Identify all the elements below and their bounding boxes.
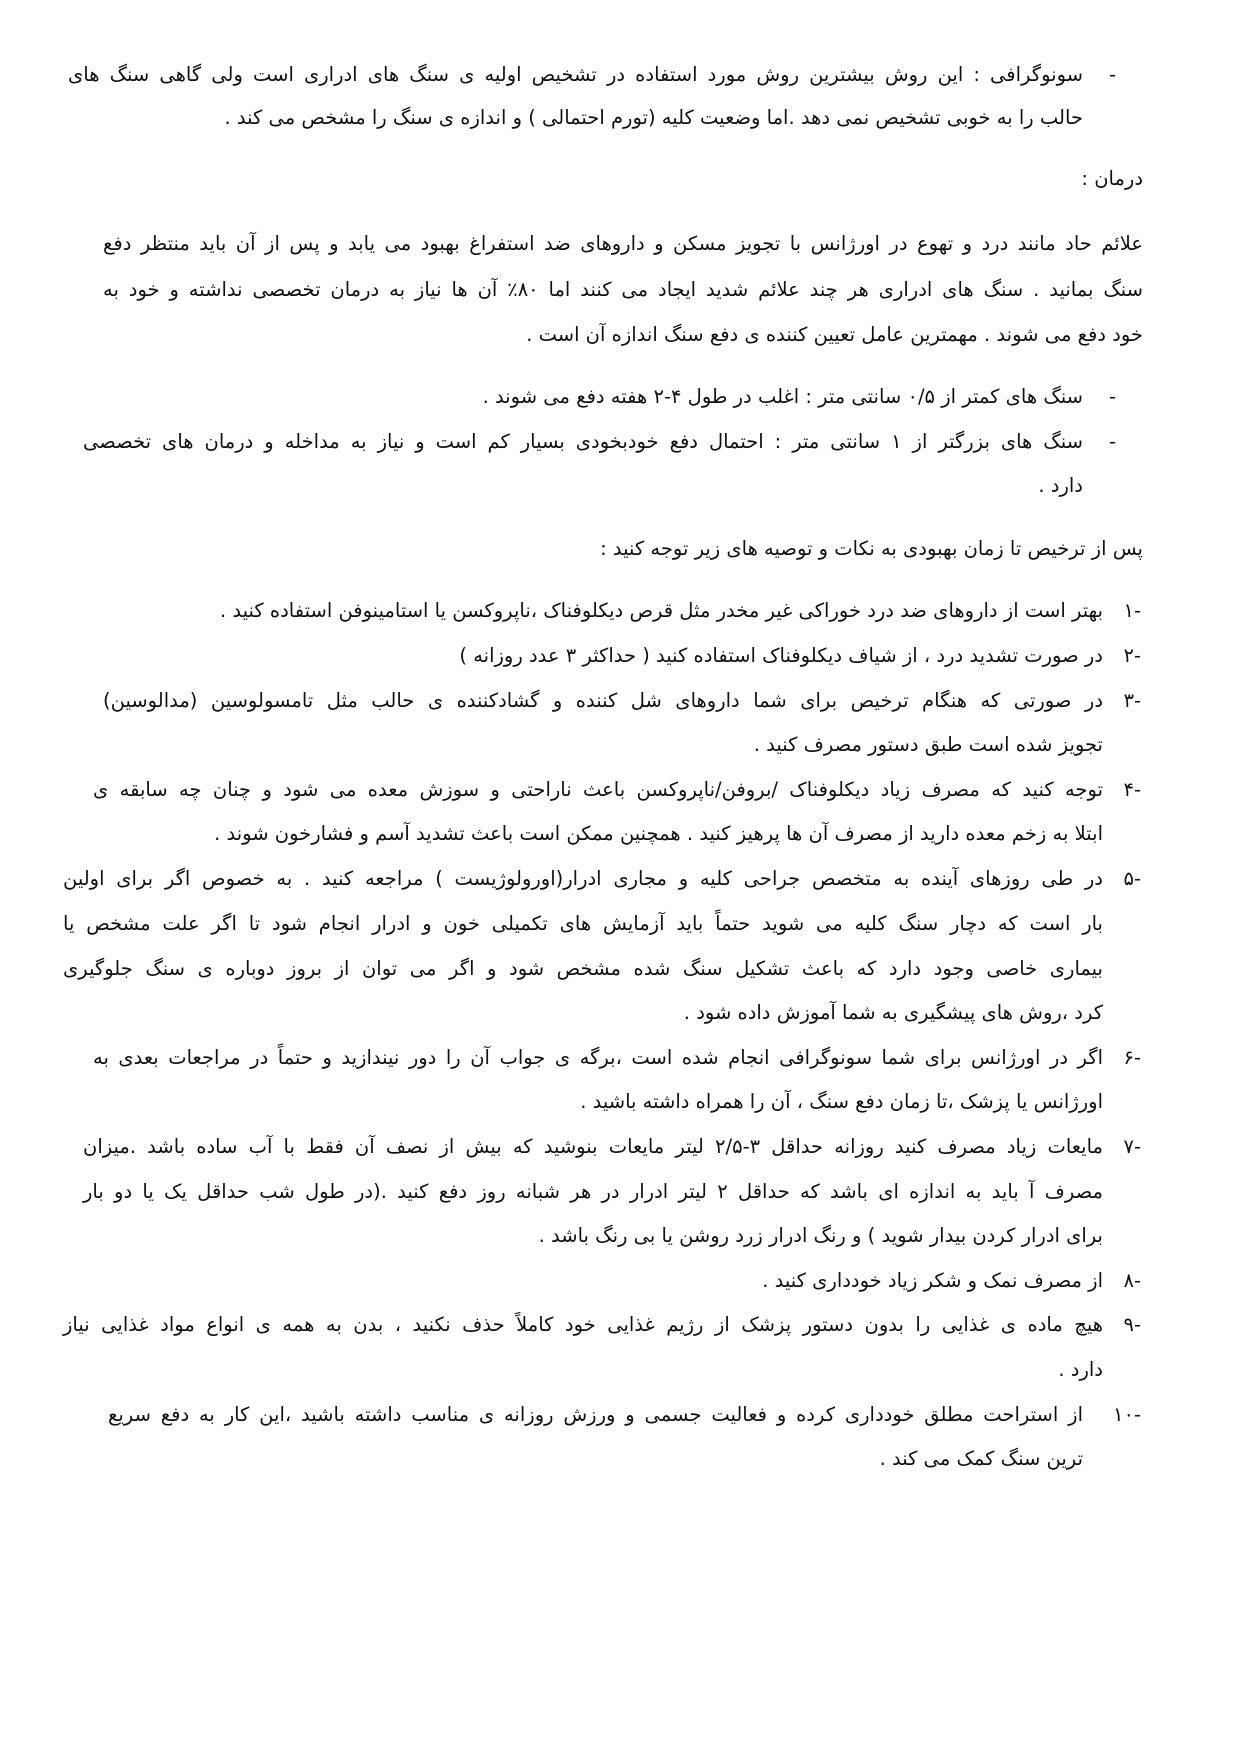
advice-item-9-line-1: هیچ ماده ی غذایی را بدون دستور پزشک از رژیم غذایی خود کاملاً حذف نکنید ، بدن به همه ی انواع مواد غذایی نیاز — [63, 1313, 1103, 1336]
advice-item-5-line-4: کرد ،روش های پیشگیری به شما آموزش داده شود . — [683, 1001, 1103, 1024]
advice-item-3-line-1: در صورتی که هنگام ترخیص برای شما داروهای شل کننده و گشادکننده ی حالب مثل تامسولوسین (مدالوسین) — [103, 689, 1103, 712]
size-bullet-2-line-1: سنگ های بزرگتر از ۱ سانتی متر : احتمال دفع خودبخودی بسیار کم است و نیاز به مداخله و درمان های تخصصی — [83, 430, 1083, 453]
item-number: -۷ — [1123, 1135, 1141, 1158]
item-number: -۵ — [1123, 867, 1141, 890]
advice-item-7-line-2: مصرف آ باید به اندازه ای باشد که حداقل ۲ لیتر ادرار در هر شبانه روز دفع کنید .(در طول شب حداقل یک یا دو بار — [83, 1180, 1103, 1203]
size-bullet-1-line-1: سنگ های کمتر از ۰/۵ سانتی متر : اغلب در طول ۴-۲ هفته دفع می شوند . — [482, 385, 1083, 408]
size-bullet-2-line-2: دارد . — [1038, 474, 1083, 497]
item-number: -۶ — [1123, 1046, 1141, 1069]
intro-line-2: حالب را به خوبی تشخیص نمی دهد .اما وضعیت کلیه (تورم احتمالی ) و اندازه ی سنگ را مشخص می کند . — [224, 106, 1083, 129]
bullet-dash: - — [1108, 385, 1116, 408]
advice-item-7-line-3: برای ادرار کردن بیدار شوید ) و رنگ ادرار زرد روشن یا بی رنگ باشد . — [538, 1224, 1103, 1247]
advice-item-6-line-1: اگر در اورژانس برای شما سونوگرافی انجام شده است ،برگه ی جواب آن را دور نیندازید و حتماً در مراجعات بعدی به — [93, 1046, 1103, 1069]
intro-line-1: سونوگرافی : این روش بیشترین روش مورد استفاده در تشخیص اولیه ی سنگ های ادراری است ولی گاهی سنگ های — [68, 63, 1083, 86]
advice-item-7-line-1: مایعات زیاد مصرف کنید روزانه حداقل ۳-۲/۵ لیتر مایعات بنوشید که بیش از نصف آن فقط با آب ساده باشد .میزان — [83, 1135, 1103, 1158]
item-number: -۱ — [1123, 599, 1141, 622]
advice-item-10-line-2: ترین سنگ کمک می کند . — [879, 1447, 1083, 1470]
treatment-line-1: علائم حاد مانند درد و تهوع در اورژانس با تجویز مسکن و داروهای ضد استفراغ بهبود می یابد و پس از آن باید منتظر دفع — [103, 232, 1143, 255]
item-number: -۹ — [1123, 1313, 1141, 1336]
item-number: -۳ — [1123, 689, 1141, 712]
item-number: -۱۰ — [1113, 1403, 1141, 1426]
bullet-dash: - — [1108, 430, 1116, 453]
advice-item-3-line-2: تجویز شده است طبق دستور مصرف کنید . — [753, 733, 1103, 756]
advice-intro: پس از ترخیص تا زمان بهبودی به نکات و توصیه های زیر توجه کنید : — [600, 537, 1143, 560]
advice-item-8-line-1: از مصرف نمک و شکر زیاد خودداری کنید . — [762, 1269, 1103, 1292]
treatment-line-2: سنگ بمانید . سنگ های ادراری هر چند علائم شدید ایجاد می کنند اما ۸۰٪ آن ها نیاز به درمان تخصصی نداشته و خود به — [103, 278, 1143, 301]
item-number: -۲ — [1123, 644, 1141, 667]
advice-item-5-line-2: بار است که دچار سنگ کلیه می شوید حتماً باید آزمایش های تکمیلی خون و ادرار انجام شود تا اگر علت مشخص یا — [63, 912, 1103, 935]
item-number: -۴ — [1123, 778, 1141, 801]
advice-item-10-line-1: از استراحت مطلق خودداری کرده و فعالیت جسمی و ورزش روزانه ی مناسب داشته باشید ،این کار به دفع سریع — [108, 1403, 1083, 1426]
advice-item-9-line-2: دارد . — [1058, 1358, 1103, 1381]
advice-item-5-line-3: بیماری خاصی وجود دارد که باعث تشکیل سنگ شده مشخص شود و اگر می توان از بروز دوباره ی سنگ جلوگیری — [63, 957, 1103, 980]
advice-item-5-line-1: در طی روزهای آینده به متخصص جراحی کلیه و مجاری ادرار(اورولوژیست ) مراجعه کنید . به خصوص اگر برای اولین — [63, 867, 1103, 890]
treatment-heading: درمان : — [1081, 167, 1143, 190]
advice-item-1-line-1: بهتر است از داروهای ضد درد خوراکی غیر مخدر مثل قرص دیکلوفناک ،ناپروکسن یا استامینوفن استفاده کنید . — [220, 599, 1103, 622]
item-number: -۸ — [1123, 1269, 1141, 1292]
treatment-line-3: خود دفع می شوند . مهمترین عامل تعیین کننده ی دفع سنگ اندازه آن است . — [526, 323, 1143, 346]
advice-item-6-line-2: اورژانس یا پزشک ،تا زمان دفع سنگ ، آن را همراه داشته باشید . — [580, 1090, 1103, 1113]
advice-item-2-line-1: در صورت تشدید درد ، از شیاف دیکلوفناک استفاده کنید ( حداکثر ۳ عدد روزانه ) — [459, 644, 1103, 667]
advice-item-4-line-2: ابتلا به زخم معده دارید از مصرف آن ها پرهیز کنید . همچنین ممکن است باعث تشدید آسم و فشارخون شوند . — [214, 822, 1103, 845]
advice-item-4-line-1: توجه کنید که مصرف زیاد دیکلوفناک /بروفن/ناپروکسن باعث ناراحتی و سوزش معده می شود و چنان چه سابقه ی — [93, 778, 1103, 801]
bullet-dash: - — [1108, 63, 1116, 86]
